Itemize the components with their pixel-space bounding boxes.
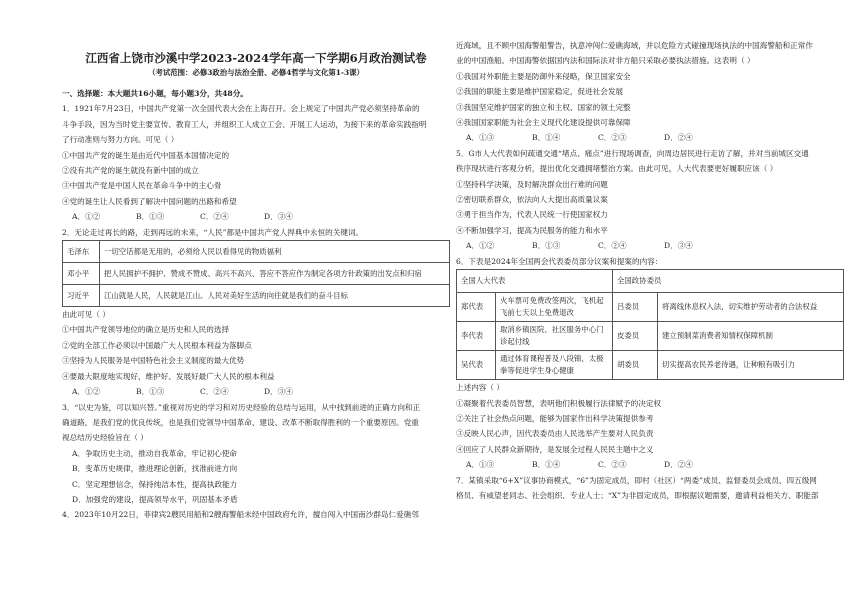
- table-cell-name: 习近平: [63, 285, 100, 307]
- right-column: [456, 38, 844, 503]
- option-d[interactable]: D．③④: [264, 387, 293, 397]
- statement-item: ②关注了社会热点问题，能够为国家作出科学决策提供参考: [456, 413, 654, 423]
- question-stem-line: 了行动准则与努力方向。可见（ ）: [62, 135, 179, 145]
- statement-item: ④我国国家职能为社会主义现代化建设提供可靠保障: [456, 118, 631, 128]
- question-stem-line: 3．“以史为鉴，可以知兴替。”重视对历史的学习和对历史经验的总结与运用，从中找到前进的正确方向和正: [62, 402, 421, 412]
- statement-item: ①中国共产党领导地位的确立是历史和人民的选择: [62, 325, 230, 335]
- option-a[interactable]: A．①②: [72, 212, 101, 222]
- deputy-proposal: 通过体育课程普及八段锦、太极拳等促进学生身心健康: [496, 351, 613, 380]
- question-stem-line: 视总结历史经验旨在（ ）: [62, 433, 148, 443]
- question-5: [456, 146, 844, 254]
- question-stem-line: 斗争手段，因为当时党主要宣传、教育工人，并组织工人成立工会、开展工人运动，为接下来的革命实践指明: [62, 119, 427, 129]
- deputy-proposal: 取消乡镇医院、社区服务中心门诊起付线: [496, 322, 613, 351]
- question-stem-line: 格员、有威望老同志、社会组织、专业人士；“X”为非固定成员，即根据议题需要，邀请利益相关方、职能部: [456, 490, 819, 500]
- statement-item: ①凝聚着代表委员智慧，表明他们积极履行法律赋予的决定权: [456, 398, 662, 408]
- deputy-name: 李代表: [457, 322, 496, 351]
- table-row: [457, 322, 844, 351]
- answer-options: [62, 384, 450, 399]
- statement-item: ③反映人民心声，因代表委员由人民选举产生要对人民负责: [456, 429, 654, 439]
- statement-item: ①我国对外职能主要是防御外来侵略，保卫国家安全: [456, 71, 631, 81]
- table-row: [457, 293, 844, 322]
- question-lead: 由此可见（ ）: [62, 310, 110, 320]
- option-c[interactable]: C．坚定理想信念，保持纯洁本性，提高执政能力: [72, 479, 238, 489]
- option-d[interactable]: D．②④: [664, 460, 693, 470]
- question-stem-line: 秩序现状进行客观分析，提出优化交通拥堵整治方案。由此可见，人大代表要更好履职应该（ ）: [456, 164, 778, 174]
- option-d[interactable]: D．加强党的建设，提高领导水平，巩固基本矛盾: [72, 494, 238, 504]
- option-c[interactable]: C．②④: [200, 212, 229, 222]
- question-1: [62, 101, 450, 224]
- question-stem-line: 2．无论走过再长的路，走到再远的未来，“人民”都是中国共产党人捍典中永恒的关键词。: [62, 227, 364, 237]
- option-b[interactable]: B．①④: [532, 460, 561, 470]
- question-stem-line: 业的中国渔船。中国海警依据国内法和国际法对非方船只采取必要执法措施。这表明（ ）: [456, 56, 755, 66]
- option-c[interactable]: C．②③: [598, 460, 627, 470]
- option-a[interactable]: A．①②: [466, 241, 495, 251]
- table-cell-quote: 江山就是人民，人民就是江山。人民对美好生活的向往就是我们的奋斗目标: [100, 285, 450, 307]
- statement-item: ③我国坚定维护国家的独立和主权、国家的领土完整: [456, 102, 631, 112]
- question-4-continued: [456, 38, 844, 146]
- statement-item: ④要最大限度地实现好、维护好、发展好最广大人民的根本利益: [62, 371, 275, 381]
- answer-options: [456, 238, 844, 253]
- option-a[interactable]: A．争取历史主动，推动自我革命，牢记初心使命: [72, 448, 237, 458]
- option-d[interactable]: D．③④: [664, 241, 693, 251]
- question-stem-line: 6．下表是2024年全国两会代表委员部分议案和提案的内容：: [456, 256, 663, 266]
- statement-item: ③中国共产党是中国人民在革命斗争中的主心骨: [62, 181, 222, 191]
- question-7: [456, 473, 844, 504]
- deputy-name: 郑代表: [457, 293, 496, 322]
- question-stem-line: 5．G市人大代表如何疏通交通“堵点、痛点”进行现场调查，向周边居民进行走访了解，并对当前城区交通: [456, 148, 809, 158]
- table-row: [63, 285, 450, 307]
- statement-item: ②党的全部工作必须以中国最广大人民根本利益为落脚点: [62, 340, 252, 350]
- member-proposal: 建立预制菜消费者知情权保障机制: [658, 322, 844, 351]
- table-row: [63, 263, 450, 285]
- question-stem-line: 7．某镇采取“6+X”议事协商模式，“6”为固定成员，即村（社区）“两委”成员、监督委员会成员、四五级网: [456, 475, 817, 485]
- question-6: [456, 254, 844, 473]
- member-proposal: 切实提高农民养老待遇，让种粮有吸引力: [658, 351, 844, 380]
- exam-scope: （考试范围：必修3政治与法治全册、必修4哲学与文化第1-3课）: [148, 68, 364, 77]
- question-stem-line: 近海域，且不顾中国海警船警告，执意冲闯仁爱礁海域，并以危险方式碰撞现场执法的中国海警船和正常作: [456, 41, 813, 50]
- statement-item: ②密切联系群众，依法向人大提出高质量议案: [456, 195, 608, 205]
- table-cell-name: 毛泽东: [63, 241, 100, 263]
- statement-item: ①中国共产党的诞生是由近代中国基本国情决定的: [62, 150, 230, 160]
- option-d[interactable]: D．②④: [664, 133, 693, 143]
- deputy-name: 吴代表: [457, 351, 496, 380]
- exam-title: 江西省上饶市沙溪中学2023-2024学年高一下学期6月政治测试卷: [85, 51, 427, 65]
- answer-options: [456, 457, 844, 472]
- option-b[interactable]: B．①③: [136, 212, 165, 222]
- member-name: 皮委员: [613, 322, 658, 351]
- statement-item: ④回应了人民群众新期待，是发展全过程人民民主题中之义: [456, 444, 654, 454]
- table-row: [457, 351, 844, 380]
- option-c[interactable]: C．②④: [598, 241, 627, 251]
- statement-item: ③勇于担当作为，代表人民统一行使国家权力: [456, 210, 608, 220]
- question-stem-line: 1．1921年7月23日，中国共产党第一次全国代表大会在上海召开。会上规定了中国共产党必须坚持革命的: [62, 104, 420, 114]
- option-a[interactable]: A．①③: [466, 133, 495, 143]
- question-stem-line: 4．2023年10月22日，菲律宾2艘民用船和2艘海警船未经中国政府允许，擅自闯入中国南沙群岛仁爱礁邻: [62, 510, 419, 520]
- quote-table: [62, 240, 450, 307]
- option-a[interactable]: A．①③: [466, 460, 495, 470]
- statement-item: ①坚持科学决策，及时解决群众出行难的问题: [456, 179, 608, 189]
- option-b[interactable]: B．变革历史规律，推进理论创新，找准前进方向: [72, 464, 238, 474]
- question-3: [62, 400, 450, 508]
- table-header-row: [457, 270, 844, 293]
- table-row: [63, 241, 450, 263]
- option-c[interactable]: C．②④: [200, 387, 229, 397]
- proposal-table: [456, 269, 844, 380]
- section-heading: 一、选择题：本大题共16小题，每小题3分，共48分。: [62, 89, 248, 98]
- question-stem-line: 确道路，是我们党的优良传统，也是我们党领导中国革命、建设、改革不断取得胜利的一个重要原因。党重: [62, 417, 419, 427]
- statement-item: ④不断加强学习，提高为民服务的能力和水平: [456, 225, 608, 235]
- question-lead: 上述内容（ ）: [456, 383, 504, 393]
- option-b[interactable]: B．①③: [532, 241, 561, 251]
- table-cell-name: 邓小平: [63, 263, 100, 285]
- table-cell-quote: 一切空话都是无用的，必须给人民以看得见的物质福利: [100, 241, 450, 263]
- table-header-cppcc: 全国政协委员: [613, 270, 844, 293]
- statement-item: ④党的诞生让人民看到了解决中国问题的出路和希望: [62, 196, 237, 206]
- question-4: [62, 507, 450, 522]
- table-cell-quote: 把人民拥护不拥护、赞成不赞成、高兴不高兴、答应不答应作为制定各项方针政策的出发点和归宿: [100, 263, 450, 285]
- statement-item: ③坚持为人民服务是中国特色社会主义制度的最大优势: [62, 356, 245, 366]
- statement-item: ②我国的职能主要是维护国家稳定，促进社会发展: [456, 87, 624, 97]
- table-header-npc: 全国人大代表: [457, 270, 613, 293]
- member-proposal: 将离线休息权入法，切实维护劳动者的合法权益: [658, 293, 844, 322]
- deputy-proposal: 火车票可免费改签两次，飞机起飞前七天以上免费退改: [496, 293, 613, 322]
- left-column: [62, 40, 450, 523]
- answer-options: [456, 130, 844, 145]
- statement-item: ②没有共产党的诞生就没有新中国的成立: [62, 166, 199, 176]
- option-b[interactable]: B．①③: [136, 387, 165, 397]
- option-a[interactable]: A．①②: [72, 387, 101, 397]
- answer-options: [62, 209, 450, 224]
- member-name: 胡委员: [613, 351, 658, 380]
- question-2: [62, 225, 450, 400]
- option-c[interactable]: C．②③: [598, 133, 627, 143]
- option-b[interactable]: B．①④: [532, 133, 561, 143]
- member-name: 吕委员: [613, 293, 658, 322]
- option-d[interactable]: D．③④: [264, 212, 293, 222]
